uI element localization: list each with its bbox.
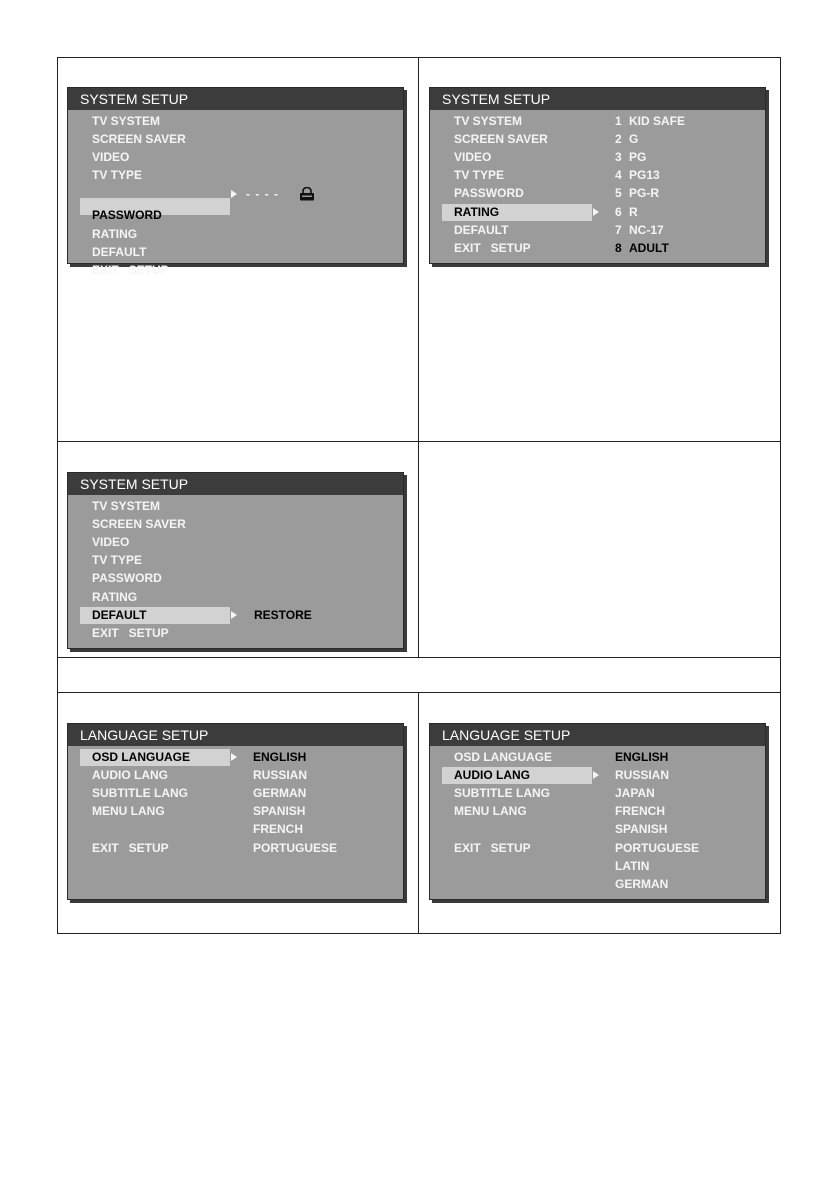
menu-item-menu-lang[interactable]: MENU LANG [454, 804, 527, 818]
password-mask[interactable]: - - - - [246, 187, 279, 201]
language-option-spanish[interactable]: SPANISH [253, 804, 306, 818]
language-option-english[interactable]: ENGLISH [615, 750, 669, 764]
restore-option[interactable]: RESTORE [254, 608, 312, 622]
menu-item-tv-type[interactable]: TV TYPE [92, 168, 143, 182]
language-option-russian[interactable]: RUSSIAN [615, 768, 670, 782]
osd-title: SYSTEM SETUP [68, 88, 403, 110]
menu-item-default[interactable]: DEFAULT [92, 608, 147, 622]
menu-item-screen-saver[interactable]: SCREEN SAVER [92, 132, 186, 146]
menu-item-rating[interactable]: RATING [454, 205, 500, 219]
menu-item-subtitle-lang[interactable]: SUBTITLE LANG [92, 786, 188, 800]
menu-item-tv-type[interactable]: TV TYPE [454, 168, 505, 182]
osd-title: SYSTEM SETUP [68, 473, 403, 495]
lock-icon [299, 187, 315, 201]
rating-option-6[interactable]: 6 R [615, 205, 638, 219]
menu-item-exit-setup[interactable]: EXIT SETUP [454, 241, 531, 255]
menu-item-default[interactable]: DEFAULT [454, 223, 509, 237]
language-option-portuguese[interactable]: PORTUGUESE [253, 841, 338, 855]
language-option-japan[interactable]: JAPAN [615, 786, 655, 800]
menu-item-audio-lang[interactable]: AUDIO LANG [454, 768, 530, 782]
menu-item-audio-lang[interactable]: AUDIO LANG [92, 768, 168, 782]
menu-item-password[interactable]: PASSWORD [92, 208, 162, 222]
system-setup-default-screen [67, 472, 404, 649]
osd-title: LANGUAGE SETUP [68, 724, 403, 746]
language-option-french[interactable]: FRENCH [615, 804, 665, 818]
system-setup-password-screen [67, 87, 404, 277]
menu-item-screen-saver[interactable]: SCREEN SAVER [454, 132, 548, 146]
language-option-portuguese[interactable]: PORTUGUESE [615, 841, 700, 855]
language-setup-audio-screen [429, 723, 766, 900]
chevron-right-icon [231, 611, 237, 619]
menu-item-exit-setup[interactable]: EXIT SETUP [92, 263, 169, 277]
rating-option-5[interactable]: 5 PG-R [615, 186, 659, 200]
rating-option-4[interactable]: 4 PG13 [615, 168, 660, 182]
table-border-right [780, 57, 781, 934]
menu-item-video[interactable]: VIDEO [454, 150, 492, 164]
menu-item-video[interactable]: VIDEO [92, 535, 130, 549]
rating-option-3[interactable]: 3 PG [615, 150, 647, 164]
rating-option-1[interactable]: 1 KID SAFE [615, 114, 686, 128]
table-divider-col-lower [418, 692, 419, 934]
menu-item-exit-setup[interactable]: EXIT SETUP [92, 626, 169, 640]
table-border-top [57, 57, 781, 58]
menu-item-subtitle-lang[interactable]: SUBTITLE LANG [454, 786, 550, 800]
menu-item-osd-language[interactable]: OSD LANGUAGE [454, 750, 553, 764]
language-option-french[interactable]: FRENCH [253, 822, 303, 836]
chevron-right-icon [231, 190, 237, 198]
menu-item-osd-language[interactable]: OSD LANGUAGE [92, 750, 191, 764]
menu-item-password[interactable]: PASSWORD [454, 186, 524, 200]
chevron-right-icon [231, 753, 237, 761]
menu-item-rating[interactable]: RATING [92, 590, 138, 604]
table-divider-row1 [57, 441, 781, 442]
menu-item-menu-lang[interactable]: MENU LANG [92, 804, 165, 818]
menu-item-tv-type[interactable]: TV TYPE [92, 553, 143, 567]
language-option-german[interactable]: GERMAN [615, 877, 669, 891]
menu-item-tv-system[interactable]: TV SYSTEM [92, 114, 161, 128]
chevron-right-icon [593, 771, 599, 779]
language-option-latin[interactable]: LATIN [615, 859, 650, 873]
system-setup-rating-screen [429, 87, 766, 264]
language-option-spanish[interactable]: SPANISH [615, 822, 668, 836]
menu-item-exit-setup[interactable]: EXIT SETUP [92, 841, 169, 855]
menu-item-video[interactable]: VIDEO [92, 150, 130, 164]
table-divider-col-upper [418, 57, 419, 658]
rating-option-8[interactable]: 8 ADULT [615, 241, 669, 255]
language-option-english[interactable]: ENGLISH [253, 750, 307, 764]
menu-item-password[interactable]: PASSWORD [92, 571, 162, 585]
osd-title: SYSTEM SETUP [430, 88, 765, 110]
table-border-bottom [57, 933, 781, 934]
menu-item-screen-saver[interactable]: SCREEN SAVER [92, 517, 186, 531]
menu-item-tv-system[interactable]: TV SYSTEM [454, 114, 523, 128]
osd-title: LANGUAGE SETUP [430, 724, 765, 746]
language-setup-osd-screen [67, 723, 404, 900]
menu-item-default[interactable]: DEFAULT [92, 245, 147, 259]
table-divider-row2 [57, 657, 781, 658]
table-border-left [57, 57, 58, 934]
rating-option-2[interactable]: 2 G [615, 132, 639, 146]
rating-option-7[interactable]: 7 NC-17 [615, 223, 664, 237]
language-option-russian[interactable]: RUSSIAN [253, 768, 308, 782]
language-option-german[interactable]: GERMAN [253, 786, 307, 800]
menu-item-tv-system[interactable]: TV SYSTEM [92, 499, 161, 513]
chevron-right-icon [593, 208, 599, 216]
menu-item-exit-setup[interactable]: EXIT SETUP [454, 841, 531, 855]
menu-item-rating[interactable]: RATING [92, 227, 138, 241]
table-divider-row3 [57, 692, 781, 693]
